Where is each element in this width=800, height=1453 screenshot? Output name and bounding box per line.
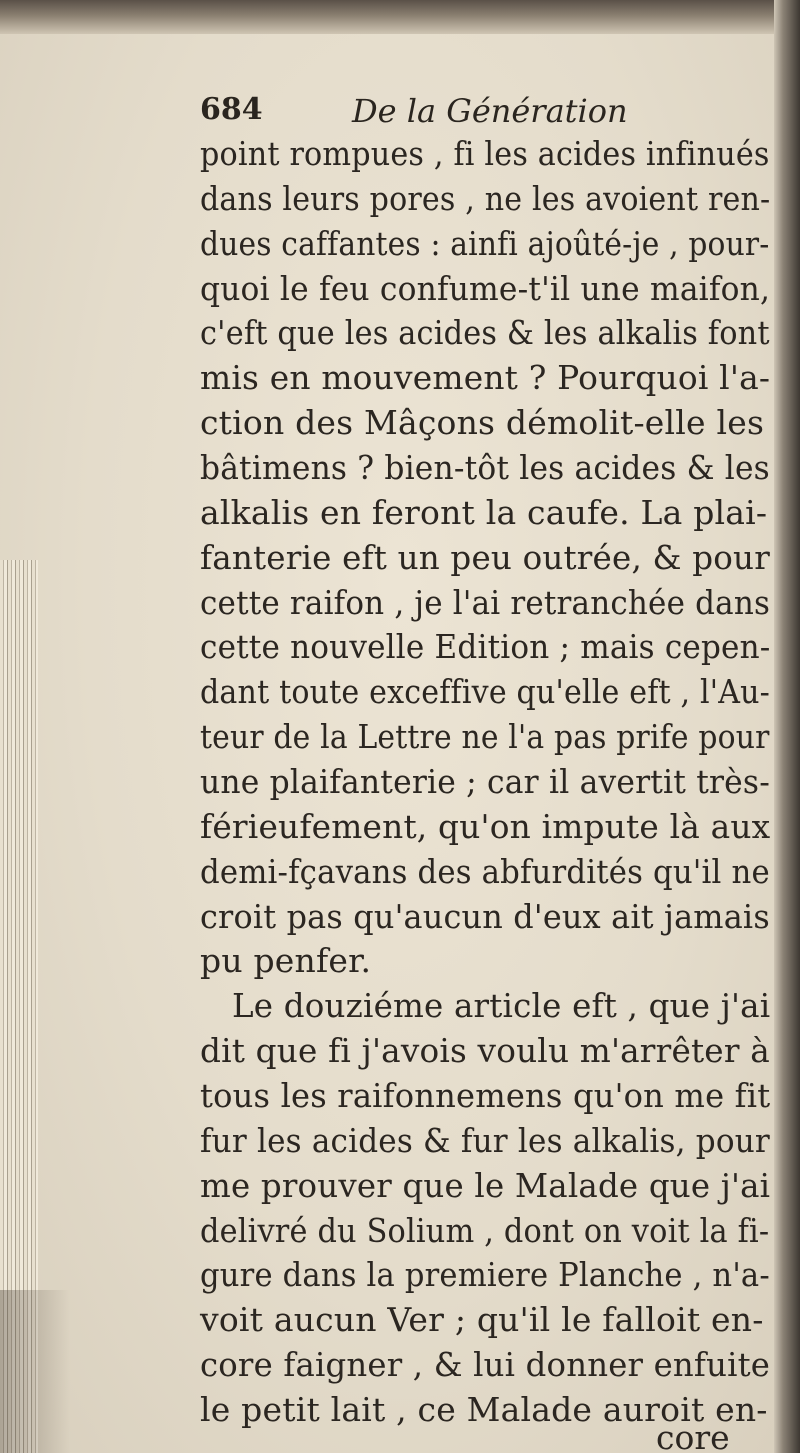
text-line: le petit lait , ce Malade auroit en- [200,1390,768,1429]
text-line: gure dans la premiere Planche , n'a- [200,1255,770,1295]
running-title: De la Génération [352,92,628,130]
text-line: point rompues , fi les acides infinués [200,134,770,173]
catchword: core [656,1418,730,1453]
text-line: cette nouvelle Edition ; mais cepen- [200,627,771,667]
text-line: c'eft que les acides & les alkalis font [200,313,770,353]
text-line: alkalis en feront la caufe. La plai- [200,492,768,532]
text-line: delivré du Solium , dont on voit la fi- [200,1210,770,1250]
text-line: tous les raifonnemens qu'on me fit [200,1076,771,1115]
text-line: bâtimens ? bien-tôt les acides & les [200,448,770,487]
text-line: dans leurs pores , ne les avoient ren- [200,178,771,218]
text-line: me prouver que le Malade que j'ai [200,1165,771,1205]
text-line: dit que fi j'avois voulu m'arrêter à [200,1031,770,1071]
text-line: ction des Mâçons démolit-elle les [200,403,765,443]
text-line: voit aucun Ver ; qu'il le falloit en- [200,1300,764,1340]
page-top-edge [0,0,800,34]
page-number: 684 [200,92,263,127]
text-line: cette raifon , je l'ai retranchée dans [200,582,771,622]
text-line: fanterie eft un peu outrée, & pour [200,537,770,577]
running-header [200,92,760,136]
text-line: croit pas qu'aucun d'eux ait jamais [200,896,770,936]
text-line: dant toute exceffive qu'elle eft , l'Au- [200,672,771,712]
page-right-edge [774,0,800,1453]
text-line: quoi le feu confume-t'il une maifon, [200,268,771,308]
text-line: dues caffantes : ainfi ajoûté-je , pour- [200,223,770,263]
text-line: Le douziéme article eft , que j'ai [232,986,771,1026]
text-line: mis en mouvement ? Pourquoi l'a- [200,358,771,398]
page-shadow [0,1290,70,1453]
text-line: teur de la Lettre ne l'a pas prife pour [200,717,770,757]
text-line: pu penfer. [200,941,372,981]
text-line: fur les acides & fur les alkalis, pour [200,1120,770,1160]
text-line: férieufement, qu'on impute là aux [200,806,771,846]
text-line: demi-fçavans des abfurdités qu'il ne [200,851,770,891]
text-line: une plaifanterie ; car il avertit très- [200,762,770,801]
text-line: core faigner , & lui donner enfuite [200,1345,771,1385]
